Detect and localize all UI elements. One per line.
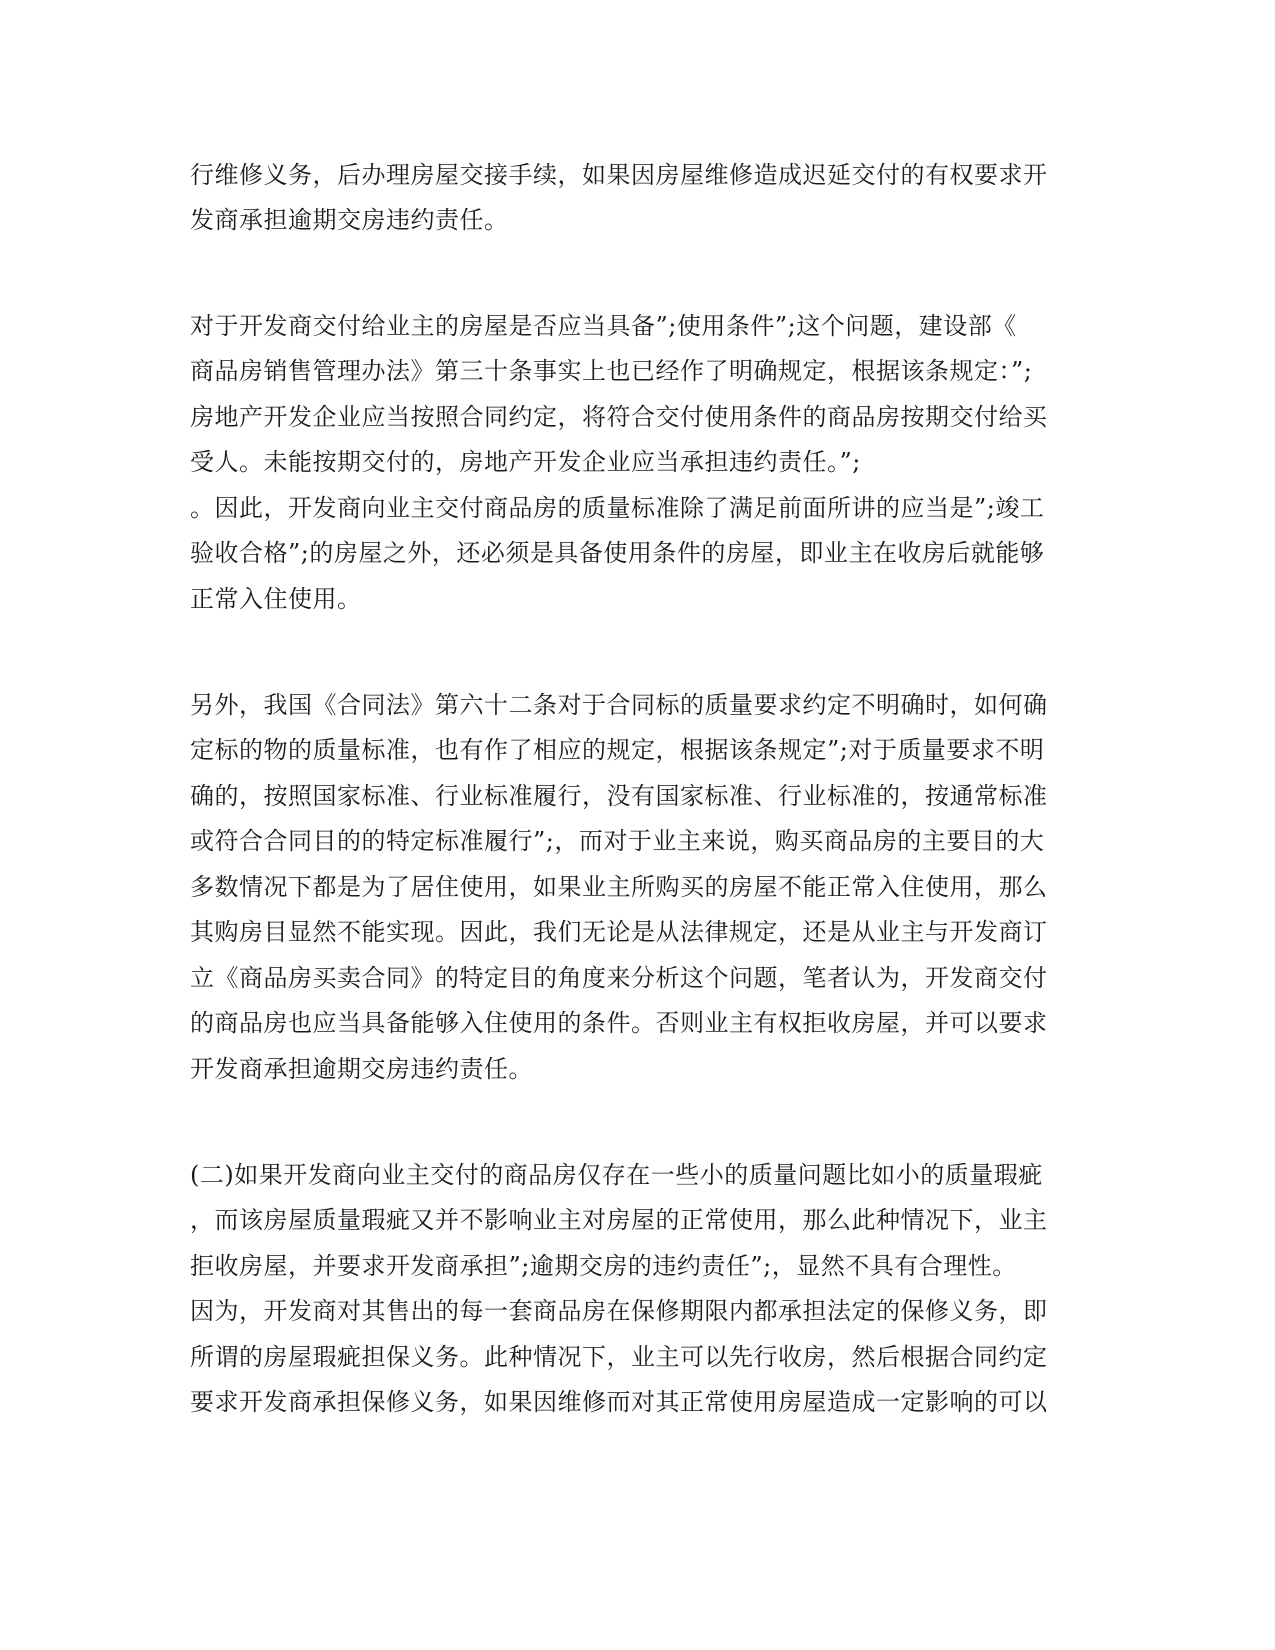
text-line: 验收合格”;的房屋之外，还必须是具备使用条件的房屋，即业主在收房后就能够: [190, 539, 1045, 567]
text-line: 其购房目显然不能实现。因此，我们无论是从法律规定，还是从业主与开发商订: [190, 918, 1048, 946]
text-line: 的商品房也应当具备能够入住使用的条件。否则业主有权拒收房屋，并可以要求: [190, 1009, 1048, 1037]
text-line: 对于开发商交付给业主的房屋是否应当具备”;使用条件”;这个问题，建设部《: [190, 312, 1017, 340]
text-line: 。因此，开发商向业主交付商品房的质量标准除了满足前面所讲的应当是”;竣工: [190, 494, 1045, 522]
text-line: 要求开发商承担保修义务，如果因维修而对其正常使用房屋造成一定影响的可以: [190, 1388, 1048, 1416]
text-line: (二)如果开发商向业主交付的商品房仅存在一些小的质量问题比如小的质量瑕疵: [190, 1161, 1043, 1189]
text-line: 房地产开发企业应当按照合同约定，将符合交付使用条件的商品房按期交付给买: [190, 403, 1048, 431]
text-line: 所谓的房屋瑕疵担保义务。此种情况下，业主可以先行收房，然后根据合同约定: [190, 1343, 1048, 1371]
text-line: 拒收房屋，并要求开发商承担”;逾期交房的违约责任”;，显然不具有合理性。: [190, 1252, 1017, 1280]
text-line: 多数情况下都是为了居住使用，如果业主所购买的房屋不能正常入住使用，那么: [190, 873, 1048, 901]
text-line: 定标的物的质量标准，也有作了相应的规定，根据该条规定”;对于质量要求不明: [190, 736, 1045, 764]
text-line: 立《商品房买卖合同》的特定目的角度来分析这个问题，笔者认为，开发商交付: [190, 964, 1048, 992]
text-line: 或符合合同目的的特定标准履行”;，而对于业主来说，购买商品房的主要目的大: [190, 827, 1045, 855]
text-line: 另外，我国《合同法》第六十二条对于合同标的质量要求约定不明确时，如何确: [190, 691, 1048, 719]
text-line: ，而该房屋质量瑕疵又并不影响业主对房屋的正常使用，那么此种情况下，业主: [190, 1206, 1048, 1234]
text-line: 开发商承担逾期交房违约责任。: [190, 1055, 533, 1083]
text-line: 确的，按照国家标准、行业标准履行，没有国家标准、行业标准的，按通常标准: [190, 782, 1048, 810]
text-line: 发商承担逾期交房违约责任。: [190, 206, 509, 234]
text-line: 正常入住使用。: [190, 585, 362, 613]
text-line: 商品房销售管理办法》第三十条事实上也已经作了明确规定，根据该条规定：”;: [190, 357, 1033, 385]
text-line: 因为，开发商对其售出的每一套商品房在保修期限内都承担法定的保修义务，即: [190, 1297, 1048, 1325]
text-line: 行维修义务，后办理房屋交接手续，如果因房屋维修造成迟延交付的有权要求开: [190, 161, 1048, 189]
text-line: 受人。未能按期交付的，房地产开发企业应当承担违约责任。”;: [190, 448, 861, 476]
